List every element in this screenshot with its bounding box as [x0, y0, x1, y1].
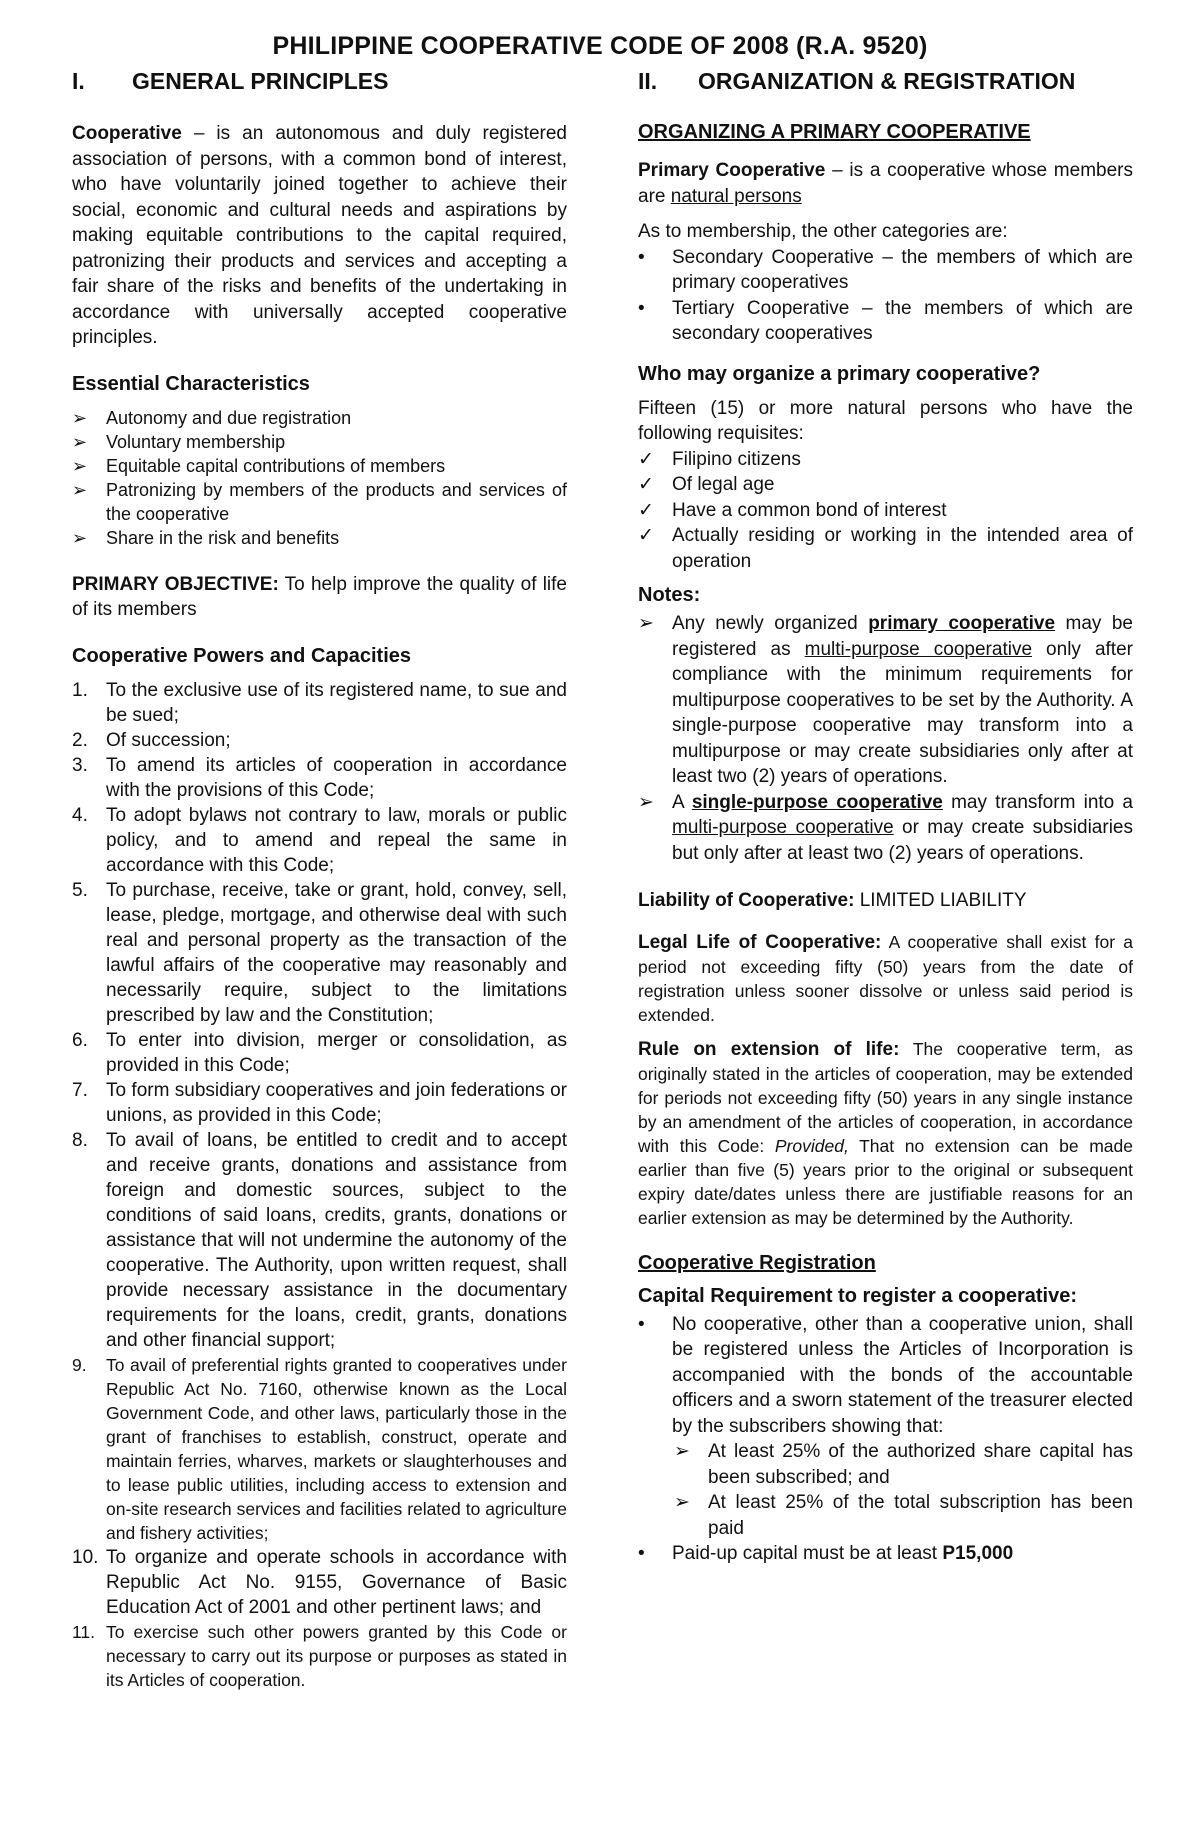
bullet-dot-icon: • [638, 1543, 645, 1564]
arrow-bullet-icon: ➢ [674, 1441, 690, 1462]
list-item: 10. To organize and operate schools in accordance with Republic Act No. 9155, Governance of Basic Education Act of 2001 and other pertinent laws; and [72, 1546, 567, 1618]
notes-list [638, 611, 1133, 866]
list-item: 9. To avail of preferential rights granted to cooperatives under Republic Act No. 7160, otherwise known as the Local Government Code, and other laws, particularly those in the grant of franchises to establish, construct, operate and maintain ferries, wharves, markets or slaughterhouses and to lease public utilities, including access to extension and on-site research services and facilities related to agriculture and fishery activities; [72, 1354, 567, 1543]
list-item: • Paid-up capital must be at least P15,000 [638, 1541, 1133, 1567]
document-title: PHILIPPINE COOPERATIVE CODE OF 2008 (R.A. 9520) [272, 32, 928, 60]
list-item: 6. To enter into division, merger or consolidation, as provided in this Code; [72, 1029, 567, 1076]
list-item: ✓ Of legal age [638, 472, 1133, 498]
arrow-bullet-icon: ➢ [72, 431, 88, 452]
organizing-heading: ORGANIZING A PRIMARY COOPERATIVE [638, 121, 1031, 143]
checkmark-icon: ✓ [638, 448, 654, 470]
list-item: • Tertiary Cooperative – the members of which are secondary cooperatives [638, 297, 1133, 344]
arrow-bullet-icon: ➢ [72, 455, 88, 476]
list-item: 2. Of succession; [72, 729, 231, 751]
registration-heading: Cooperative Registration [638, 1251, 876, 1274]
requisites-list [638, 447, 1133, 575]
essential-characteristics-heading: Essential Characteristics [72, 372, 310, 395]
list-item: ✓ Filipino citizens [638, 447, 1133, 473]
arrow-bullet-icon: ➢ [674, 1492, 690, 1513]
primary-cooperative-definition: Primary Cooperative – is a cooperative whose members are natural persons [638, 160, 1133, 207]
legal-life: Legal Life of Cooperative: A cooperative shall exist for a period not exceeding fifty (50) years from the date of registration unless sooner dissolve or unless said period is extended. [638, 931, 1133, 1025]
arrow-bullet-icon: ➢ [72, 407, 88, 428]
checkmark-icon: ✓ [638, 499, 654, 521]
capital-sub-list [674, 1439, 1133, 1541]
list-item: 7. To form subsidiary cooperatives and join federations or unions, as provided in this Code; [72, 1079, 567, 1126]
list-item: 3. To amend its articles of cooperation in accordance with the provisions of this Code; [72, 754, 567, 801]
list-item: • No cooperative, other than a cooperative union, shall be registered unless the Articles of Incorporation is accompanied with the bonds of the accountable officers and a sworn statement of the treasurer elected by the subscribers showing that: [638, 1313, 1133, 1437]
list-item: 11. To exercise such other powers granted by this Code or necessary to carry out its purpose or purposes as stated in its Articles of cooperation. [72, 1621, 567, 1690]
list-item: 5. To purchase, receive, take or grant, hold, convey, sell, lease, pledge, mortgage, and otherwise deal with such real and personal property as the transaction of the lawful affairs of the cooperative may reasonably and necessarily require, subject to the limitations prescribed by law and the Constitution; [72, 879, 567, 1026]
liability: Liability of Cooperative: LIMITED LIABILITY [638, 890, 1027, 911]
arrow-bullet-icon: ➢ [638, 613, 654, 634]
list-item: ➢ Autonomy and due registration [72, 407, 352, 428]
list-item: ➢ A single-purpose cooperative may transform into a multi-purpose cooperative or may create subsidiaries but only after at least two (2) years of operations. [638, 791, 1134, 864]
list-item: 1. To the exclusive use of its registered name, to sue and be sued; [72, 679, 567, 726]
section-heading-organization-registration: II. ORGANIZATION & REGISTRATION [638, 68, 1076, 94]
list-item: ➢ Voluntary membership [72, 431, 286, 452]
capital-requirement-list [638, 1312, 1133, 1440]
list-item: 4. To adopt bylaws not contrary to law, morals or public policy, and to amend and repeal the same in accordance with this Code; [72, 804, 567, 876]
checkmark-icon: ✓ [638, 474, 654, 495]
powers-heading: Cooperative Powers and Capacities [72, 644, 412, 667]
capital-requirement-list-2 [638, 1541, 1133, 1567]
membership-intro: As to membership, the other categories are: [638, 221, 1008, 242]
who-may-organize-heading: Who may organize a primary cooperative? [638, 362, 1041, 385]
list-item: ➢ Any newly organized primary cooperative may be registered as multi-purpose cooperative only after compliance with the minimum requirements for multipurpose cooperatives to be set by the Authority. A single-purpose cooperative may transform into a multipurpose or may create subsidiaries only after at least two (2) years of operations. [638, 613, 1133, 787]
list-item: ➢ Patronizing by members of the products and services of the cooperative [72, 479, 567, 524]
bullet-dot-icon: • [638, 1313, 645, 1335]
membership-list [638, 245, 1133, 347]
notes-heading: Notes: [638, 584, 701, 606]
arrow-bullet-icon: ➢ [72, 527, 88, 548]
arrow-bullet-icon: ➢ [638, 791, 654, 813]
list-item: ➢ At least 25% of the total subscription has been paid [674, 1492, 1133, 1539]
list-item: 8. To avail of loans, be entitled to credit and to accept and receive grants, donations and assistance from foreign and domestic sources, subject to the conditions of said loans, credits, grants, donations or assistance that will not undermine the autonomy of the cooperative. The Authority, upon written request, shall provide necessary assistance in the documentary requirements for the loans, credit, grants, donations and other financial support; [72, 1129, 567, 1351]
powers-list [72, 678, 567, 1692]
capital-requirement-heading: Capital Requirement to register a cooperative: [638, 1284, 1078, 1307]
arrow-bullet-icon: ➢ [72, 479, 88, 500]
list-item: ✓ Have a common bond of interest [638, 498, 1133, 524]
cooperative-definition: Cooperative – is an autonomous and duly registered association of persons, with a common bond of interest, who have voluntarily joined together to achieve their social, economic and cultural needs and aspirations by making equitable contributions to the capital required, patronizing their products and services and accepting a fair share of the risks and benefits of the undertaking in accordance with universally accepted cooperative principles. [72, 123, 567, 348]
extension-rule: Rule on extension of life: The cooperative term, as originally stated in the articles of cooperation, may be extended for periods not exceeding fifty (50) years in any single instance by an amendment of the articles of cooperation, in accordance with this Code: Provided, That no extension can be made earlier than five (5) years prior to the original or subsequent expiry date/dates unless there are justifiable reasons for an earlier extension as may be determined by the Authority. [638, 1038, 1134, 1228]
primary-objective: PRIMARY OBJECTIVE: To help improve the quality of life of its members [72, 573, 567, 620]
bullet-dot-icon: • [638, 246, 645, 268]
list-item: • Secondary Cooperative – the members of which are primary cooperatives [638, 246, 1133, 293]
bullet-dot-icon: • [638, 297, 645, 319]
list-item: ➢ Share in the risk and benefits [72, 527, 340, 548]
list-item: ➢ At least 25% of the authorized share capital has been subscribed; and [674, 1441, 1133, 1488]
checkmark-icon: ✓ [638, 525, 654, 546]
list-item: ➢ Equitable capital contributions of members [72, 455, 446, 476]
essential-characteristics-list [72, 406, 567, 550]
section-heading-general-principles: I. GENERAL PRINCIPLES [72, 68, 389, 94]
right-column [638, 68, 1133, 1567]
who-may-organize-intro: Fifteen (15) or more natural persons who have the following requisites: [638, 397, 1133, 444]
list-item: ✓ Actually residing or working in the intended area of operation [638, 525, 1133, 572]
left-column [72, 68, 567, 1692]
